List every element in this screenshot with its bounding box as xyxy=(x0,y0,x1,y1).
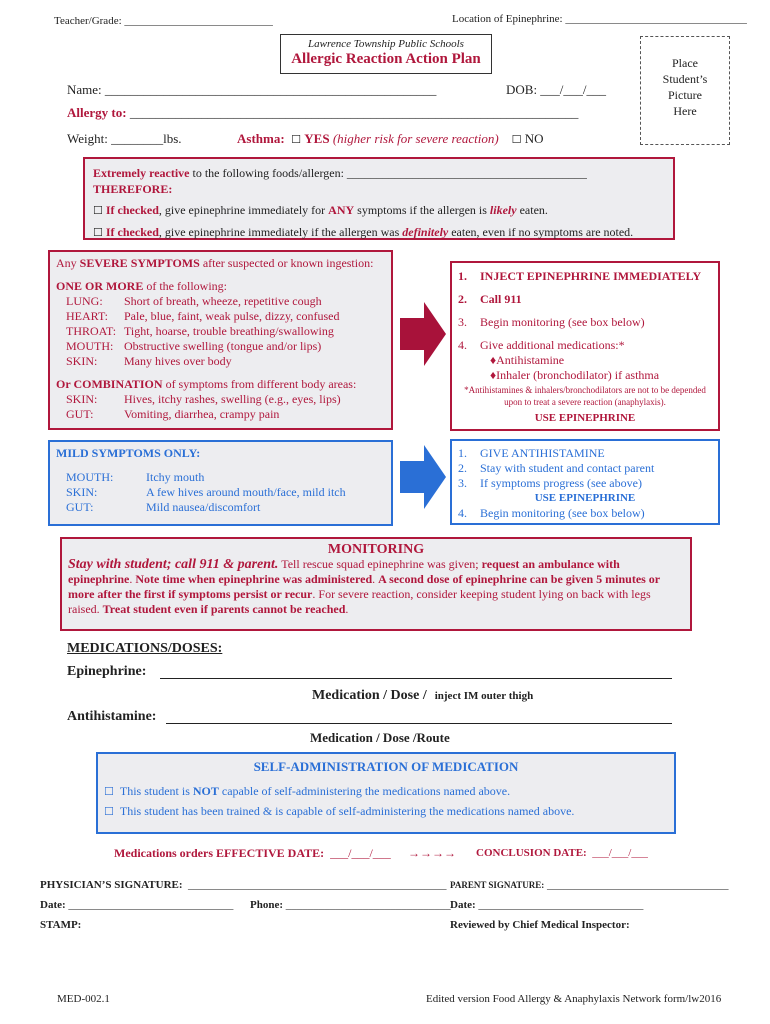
stamp-label: STAMP: xyxy=(40,919,82,931)
mild-symptom-item-text: Mild nausea/discomfort xyxy=(146,500,261,514)
name-field[interactable]: Name: ___________________________________________________ xyxy=(67,82,437,97)
severe-intro: Any SEVERE SYMPTOMS after suspected or known ingestion: xyxy=(56,256,374,270)
conclusion-date-row[interactable] xyxy=(476,847,648,859)
combination-symptom-item-text: Hives, itchy rashes, swelling (e.g., eyes, lips) xyxy=(124,392,341,406)
combination-symptom-item-label: GUT: xyxy=(66,407,94,421)
physician-date-row[interactable]: Date: ______________________________ xyxy=(40,899,234,911)
likely-emphasis: likely xyxy=(489,203,517,217)
therefore-label: THEREFORE: xyxy=(93,182,173,196)
mild-action-item: 4. Begin monitoring (see box below) xyxy=(458,506,645,520)
mild-symptom-item-text: Itchy mouth xyxy=(146,470,205,484)
mild-action-list xyxy=(458,446,712,491)
option-definitely-checkbox[interactable]: ☐ xyxy=(93,226,103,239)
severe-symptom-item xyxy=(56,354,385,369)
severe-symptom-item-text: Short of breath, wheeze, repetitive cough xyxy=(124,294,322,308)
combination-symptom-item xyxy=(56,392,385,407)
mild-action-item-text: GIVE ANTIHISTAMINE xyxy=(480,446,605,460)
severe-action-item-text: Call 911 xyxy=(480,292,522,306)
title-box xyxy=(280,34,492,74)
severe-symptom-item xyxy=(56,294,385,309)
option-likely-eaten[interactable] xyxy=(93,202,665,219)
monitoring-text: Stay with student; call 911 & parent. Tell rescue squad epinephrine was given; request an ambulance with epinephrine. Note time when epinephrine was administered. A second dose of epinephrine can be given 5 minutes or more after the first if symptoms persist or recur. For severe reaction, consider keeping student lying on back with legs raised. Treat student even if parents cannot be reached. xyxy=(68,557,660,616)
mild-symptom-item xyxy=(56,500,385,515)
allergy-label: Allergy to: xyxy=(67,105,127,120)
severe-symptom-item-text: Pale, blue, faint, weak pulse, dizzy, confused xyxy=(124,309,340,323)
option-likely-checkbox[interactable]: ☐ xyxy=(93,204,103,217)
antihistamine-note: *Antihistamines & inhalers/bronchodilators are not to be depended upon to treat a severe reaction (anaphylaxis). xyxy=(464,385,706,407)
severe-symptom-item xyxy=(56,339,385,354)
definitely-emphasis: definitely xyxy=(402,225,449,239)
mild-action-item-label: 3. xyxy=(458,476,467,490)
one-or-more-heading: ONE OR MORE of the following: xyxy=(56,279,227,293)
photo-line: Student’s xyxy=(662,72,708,86)
if-checked-label: If checked xyxy=(105,225,159,239)
option-text: , give epinephrine immediately for xyxy=(158,203,329,217)
asthma-no-label: NO xyxy=(524,131,544,146)
severe-symptom-list xyxy=(56,294,385,369)
epinephrine-location-field[interactable]: Location of Epinephrine: _________________________________ xyxy=(452,13,747,25)
conclusion-date-blank[interactable]: ___/___/___ xyxy=(592,847,648,859)
antihistamine-dose-field[interactable] xyxy=(166,723,672,724)
if-checked-label: If checked xyxy=(105,203,159,217)
effective-date-row[interactable] xyxy=(114,846,391,861)
conclusion-date-label: CONCLUSION DATE: xyxy=(476,847,587,859)
mild-symptom-item-label: SKIN: xyxy=(66,485,98,499)
effective-date-blank[interactable]: ___/___/___ xyxy=(330,846,391,860)
mild-action-item-label: 1. xyxy=(458,446,467,460)
asthma-label: Asthma: xyxy=(237,131,285,146)
form-code: MED-002.1 xyxy=(57,993,110,1005)
combination-symptom-list xyxy=(56,392,385,422)
mild-action-item xyxy=(458,476,712,491)
epinephrine-label: Epinephrine: xyxy=(67,664,147,679)
mild-title: MILD SYMPTOMS ONLY: xyxy=(56,446,201,460)
extremely-reactive-box xyxy=(83,157,675,240)
severe-symptom-item-label: HEART: xyxy=(66,309,109,323)
severe-action-item-text: Begin monitoring (see box below) xyxy=(480,315,645,329)
parent-date-row[interactable]: Date: ______________________________ xyxy=(450,899,644,911)
allergy-field[interactable] xyxy=(67,105,578,121)
district-name: Lawrence Township Public Schools xyxy=(308,38,464,50)
severe-action-item-text: Give additional medications:* xyxy=(480,338,625,352)
option-text: symptoms if the allergen is xyxy=(354,203,490,217)
severe-symptom-item-label: SKIN: xyxy=(66,354,98,368)
epinephrine-sublabel: Medication / Dose / inject IM outer thigh xyxy=(312,688,534,703)
trained-checkbox[interactable]: ☐ xyxy=(104,805,114,818)
self-admin-title: SELF-ADMINISTRATION OF MEDICATION xyxy=(253,759,519,774)
option-text: eaten, even if no symptoms are noted. xyxy=(448,225,634,239)
dob-field[interactable]: DOB: ___/___/___ xyxy=(506,82,607,97)
parent-signature-row[interactable]: PARENT SIGNATURE: _________________________________ xyxy=(450,879,729,891)
severe-symptom-item-label: THROAT: xyxy=(66,324,117,338)
severe-symptom-item-label: MOUTH: xyxy=(66,339,114,353)
mild-action-item-text: If symptoms progress (see above) xyxy=(480,476,642,490)
asthma-row xyxy=(237,131,544,147)
mild-use-epinephrine: USE EPINEPHRINE xyxy=(534,492,636,504)
teacher-grade-field[interactable]: Teacher/Grade: ___________________________ xyxy=(54,15,273,27)
antihistamine-label: Antihistamine: xyxy=(67,709,157,724)
reactive-lead: Extremely reactive xyxy=(93,166,190,180)
asthma-yes-checkbox[interactable]: ☐ xyxy=(291,133,302,146)
severe-symptom-item-text: Obstructive swelling (tongue and/or lips) xyxy=(124,339,322,353)
not-capable-checkbox[interactable]: ☐ xyxy=(104,785,114,798)
self-admin-option-not-capable[interactable]: ☐ This student is NOT capable of self-administering the medications named above. xyxy=(104,784,511,798)
mild-symptom-item-text: A few hives around mouth/face, mild itch xyxy=(146,485,346,499)
combination-heading: Or COMBINATION of symptoms from different body areas: xyxy=(56,377,357,391)
severe-action-item xyxy=(458,269,712,284)
effective-date-label: Medications orders EFFECTIVE DATE: xyxy=(114,846,325,860)
severe-actions-box xyxy=(450,261,720,431)
mild-action-item-label: 2. xyxy=(458,461,467,475)
mild-action-item xyxy=(458,461,712,476)
photo-line: Place xyxy=(672,56,698,70)
reactive-allergen-line[interactable] xyxy=(93,165,665,181)
antihistamine-sublabel: Medication / Dose /Route xyxy=(310,730,450,745)
epinephrine-dose-field[interactable] xyxy=(160,678,672,679)
option-text: , give epinephrine immediately if the allergen was xyxy=(158,225,403,239)
photo-line: Here xyxy=(673,104,697,118)
mild-symptom-item xyxy=(56,470,385,485)
severe-symptom-item-text: Tight, hoarse, trouble breathing/swallowing xyxy=(124,324,334,338)
severe-symptom-item xyxy=(56,309,385,324)
severe-action-item xyxy=(458,315,712,330)
asthma-no-checkbox[interactable]: ☐ xyxy=(511,133,522,146)
combination-symptom-item-text: Vomiting, diarrhea, crampy pain xyxy=(124,407,280,421)
mild-symptom-list xyxy=(56,470,385,515)
sub-inhaler: ♦Inhaler (bronchodilator) if asthma xyxy=(490,368,660,382)
mild-action-item xyxy=(458,446,712,461)
phone-row[interactable]: Phone: ______________________________ xyxy=(250,899,451,911)
mild-action-item-text: Stay with student and contact parent xyxy=(480,461,655,475)
severe-action-item-label: 4. xyxy=(458,338,467,352)
medications-heading: MEDICATIONS/DOSES: xyxy=(67,641,223,656)
severe-action-item-text: INJECT EPINEPHRINE IMMEDIATELY xyxy=(480,269,702,283)
monitoring-box xyxy=(60,537,692,631)
mild-symptom-item-label: MOUTH: xyxy=(66,470,114,484)
severe-action-item xyxy=(458,292,712,307)
arrows-icon: →→→→ xyxy=(408,846,456,860)
mild-symptom-item-label: GUT: xyxy=(66,500,94,514)
severe-action-item xyxy=(458,338,712,353)
asthma-yes-note: (higher risk for severe reaction) xyxy=(332,131,499,146)
mild-symptom-item xyxy=(56,485,385,500)
self-admin-option-trained[interactable]: ☐ This student has been trained & is capable of self-administering the medications named above. xyxy=(104,804,575,818)
reactive-rest: to the following foods/allergen: ________________________________________ xyxy=(189,166,587,180)
severe-symptom-item-text: Many hives over body xyxy=(124,354,232,368)
form-credit: Edited version Food Allergy & Anaphylaxis Network form/lw2016 xyxy=(426,993,722,1005)
combination-symptom-item-label: SKIN: xyxy=(66,392,98,406)
severe-symptom-item-label: LUNG: xyxy=(66,294,103,308)
self-administration-box xyxy=(96,752,676,834)
sub-antihistamine: ♦Antihistamine xyxy=(490,353,565,367)
reviewed-by-label: Reviewed by Chief Medical Inspector: xyxy=(450,919,630,931)
option-definitely-eaten[interactable] xyxy=(93,224,665,241)
use-epinephrine-label: USE EPINEPHRINE xyxy=(534,412,636,424)
severe-action-item-label: 3. xyxy=(458,315,467,329)
severe-symptom-item xyxy=(56,324,385,339)
combination-symptom-item xyxy=(56,407,385,422)
mild-symptoms-box xyxy=(48,440,393,526)
severe-symptoms-box xyxy=(48,250,393,430)
any-emphasis: ANY xyxy=(328,203,355,217)
severe-action-item-label: 2. xyxy=(458,292,467,306)
student-photo-placeholder[interactable] xyxy=(640,36,730,145)
severe-arrow-icon xyxy=(400,302,446,366)
monitoring-title: MONITORING xyxy=(327,542,425,557)
severe-action-item-label: 1. xyxy=(458,269,467,283)
option-text: eaten. xyxy=(516,203,548,217)
asthma-yes-label: YES xyxy=(304,131,330,146)
severe-action-list xyxy=(458,269,712,353)
physician-signature-row[interactable]: PHYSICIAN’S SIGNATURE: _______________________________________________ xyxy=(40,879,447,891)
mild-actions-box xyxy=(450,439,720,525)
weight-field[interactable]: Weight: ________lbs. xyxy=(67,131,182,146)
mild-arrow-icon xyxy=(400,445,446,509)
allergy-blank[interactable]: _____________________________________________________________________ xyxy=(129,105,579,120)
page-title: Allergic Reaction Action Plan xyxy=(291,51,481,67)
photo-line: Picture xyxy=(668,88,702,102)
